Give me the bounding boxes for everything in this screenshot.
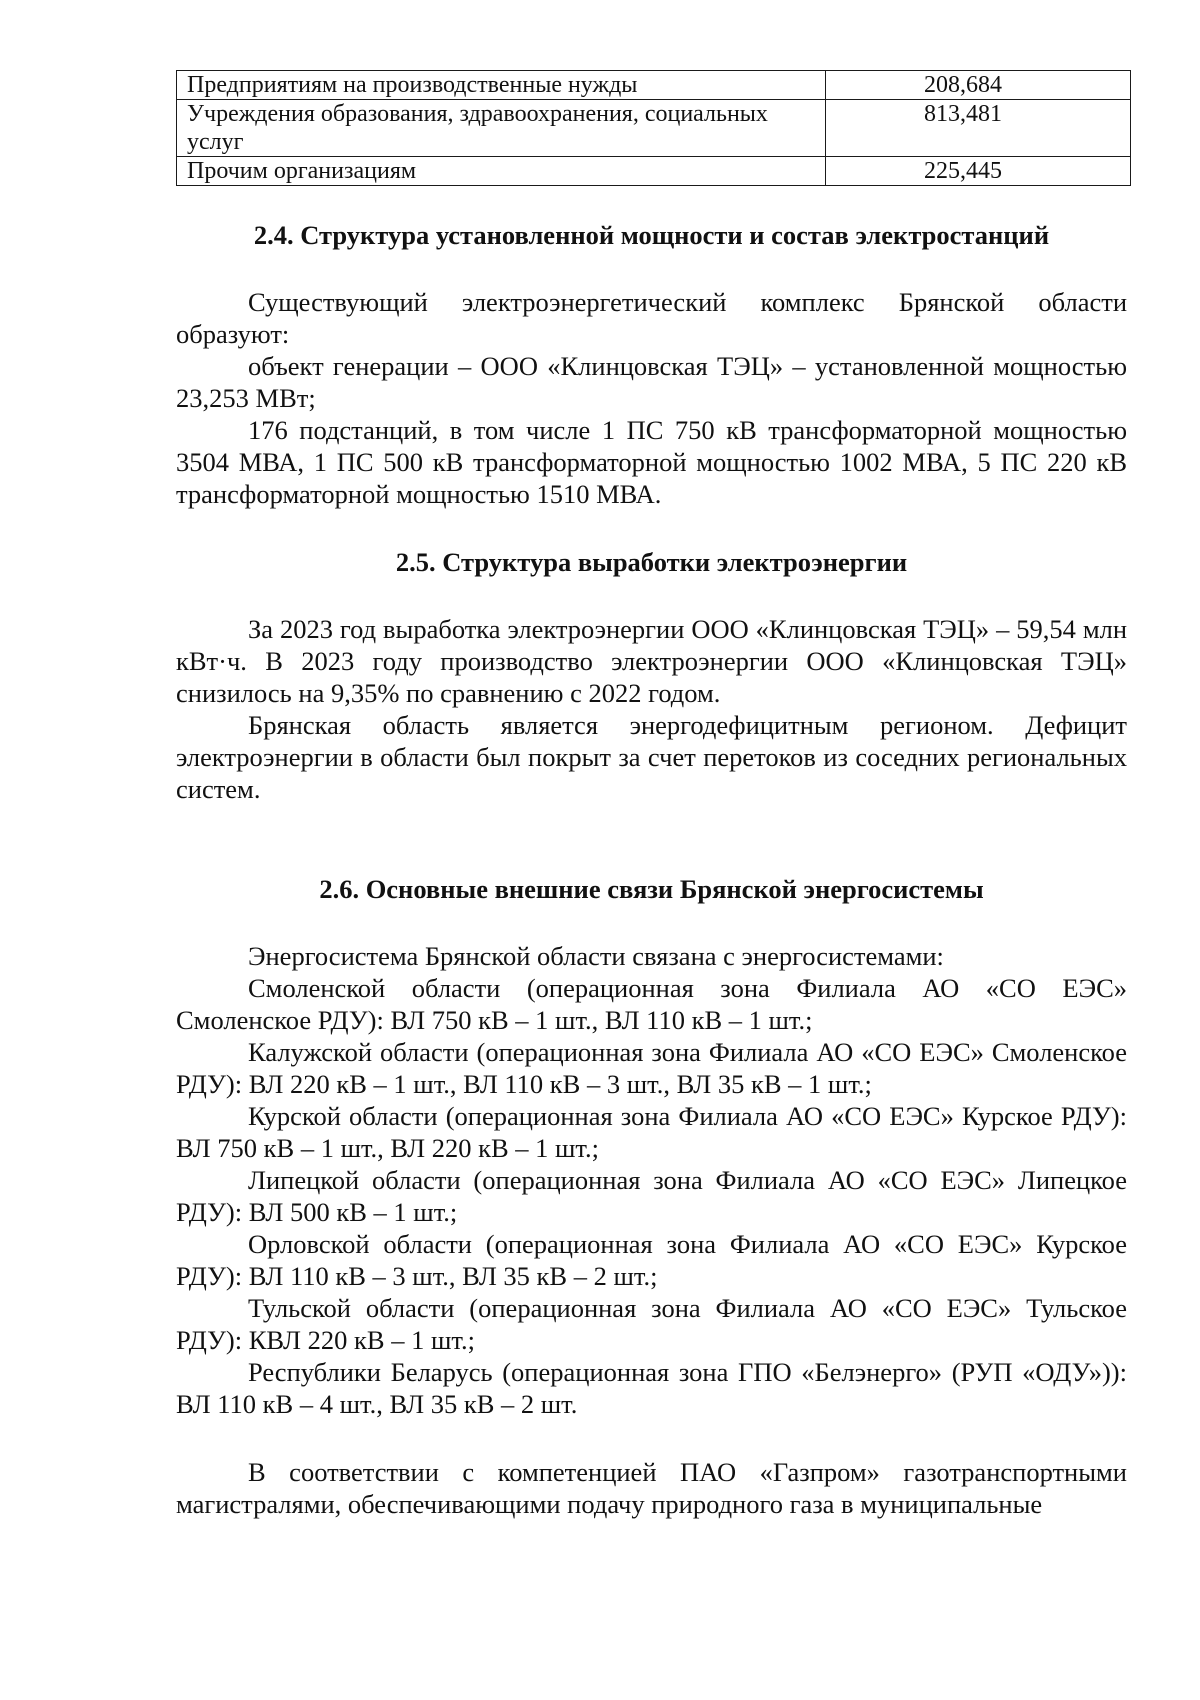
table-row: [177, 100, 1131, 157]
consumption-table: [176, 70, 1131, 186]
closing-body: [176, 1456, 1127, 1520]
paragraph: Республики Беларусь (операционная зона ГПО «Белэнерго» (РУП «ОДУ»)): ВЛ 110 кВ – 4 шт., ВЛ 35 кВ – 2 шт.: [176, 1357, 1127, 1419]
paragraph: В соответствии с компетенцией ПАО «Газпром» газотранспортными магистралями, обеспечивающими подачу природного газа в муниципальные: [176, 1457, 1127, 1519]
paragraph: Орловской области (операционная зона Филиала АО «СО ЕЭС» Курское РДУ): ВЛ 110 кВ – 3 шт., ВЛ 35 кВ – 2 шт.;: [176, 1229, 1127, 1291]
paragraph: Смоленской области (операционная зона Филиала АО «СО ЕЭС» Смоленское РДУ): ВЛ 750 кВ – 1 шт., ВЛ 110 кВ – 1 шт.;: [176, 973, 1127, 1035]
paragraph: Курской области (операционная зона Филиала АО «СО ЕЭС» Курское РДУ): ВЛ 750 кВ – 1 шт., ВЛ 220 кВ – 1 шт.;: [176, 1101, 1127, 1163]
section-body-2-6: [176, 940, 1127, 1420]
table-cell-label: Прочим организациям: [177, 157, 826, 186]
paragraph: За 2023 год выработка электроэнергии ООО «Клинцовская ТЭЦ» – 59,54 млн кВт·ч. В 2023 году производство электроэнергии ООО «Клинцовская ТЭЦ» снизилось на 9,35% по сравнению с 2022 годом.: [176, 614, 1127, 708]
paragraph: Тульской области (операционная зона Филиала АО «СО ЕЭС» Тульское РДУ): КВЛ 220 кВ – 1 шт.;: [176, 1293, 1127, 1355]
paragraph: 176 подстанций, в том числе 1 ПС 750 кВ трансформаторной мощностью 3504 МВА, 1 ПС 500 кВ трансформаторной мощностью 1002 МВА, 5 ПС 220 кВ трансформаторной мощностью 1510 МВА.: [176, 415, 1127, 509]
table-cell-value: 813,481: [826, 100, 1131, 157]
paragraph: объект генерации – ООО «Клинцовская ТЭЦ» – установленной мощностью 23,253 МВт;: [176, 351, 1127, 413]
section-heading-2-5: 2.5. Структура выработки электроэнергии: [395, 547, 908, 577]
table-cell-label: Предприятиям на производственные нужды: [177, 71, 826, 100]
paragraph: Липецкой области (операционная зона Филиала АО «СО ЕЭС» Липецкое РДУ): ВЛ 500 кВ – 1 шт.;: [176, 1165, 1127, 1227]
table-row: [177, 71, 1131, 100]
paragraph: Калужской области (операционная зона Филиала АО «СО ЕЭС» Смоленское РДУ): ВЛ 220 кВ – 1 шт., ВЛ 110 кВ – 3 шт., ВЛ 35 кВ – 1 шт.;: [176, 1037, 1127, 1099]
section-body-2-5: [176, 613, 1127, 805]
paragraph: Существующий электроэнергетический комплекс Брянской области образуют:: [176, 287, 1127, 349]
section-heading-2-4: 2.4. Структура установленной мощности и состав электростанций: [253, 220, 1050, 250]
paragraph: Энергосистема Брянской области связана с энергосистемами:: [248, 941, 944, 971]
table-cell-value: 208,684: [826, 71, 1131, 100]
section-heading-2-6: 2.6. Основные внешние связи Брянской энергосистемы: [319, 874, 984, 904]
table-row: [177, 157, 1131, 186]
table-cell-label: Учреждения образования, здравоохранения, социальных услуг: [177, 100, 826, 157]
paragraph: Брянская область является энергодефицитным регионом. Дефицит электроэнергии в области был покрыт за счет перетоков из соседних региональных систем.: [176, 710, 1127, 804]
table-cell-value: 225,445: [826, 157, 1131, 186]
section-body-2-4: [176, 286, 1127, 510]
